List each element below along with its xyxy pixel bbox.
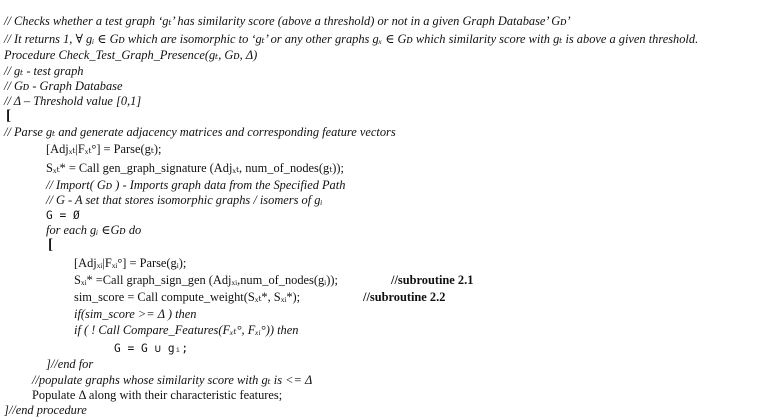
parse-test-graph-line: [Adjₓₜ|Fₓₜ°] = Parse(gₜ); xyxy=(46,142,162,156)
if-threshold-line: if(sim_score >= Δ ) then xyxy=(74,307,197,321)
set-g-comment: // G - A set that stores isomorphic graphs / isomers of gᵢ xyxy=(46,193,323,207)
param-comment-gt: // gₜ - test graph xyxy=(4,64,84,78)
header-comment-1: // Checks whether a test graph ‘gₜ’ has similarity score (above a threshold) or not in a given Graph Database’ Gᴅ’ xyxy=(4,14,571,28)
subroutine-2-1-comment: //subroutine 2.1 xyxy=(391,273,474,287)
subroutine-2-2-comment: //subroutine 2.2 xyxy=(363,290,446,304)
param-comment-gd: // Gᴅ - Graph Database xyxy=(4,79,123,93)
procedure-signature: Procedure Check_Test_Graph_Presence(gₜ, Gᴅ, Δ) xyxy=(4,48,258,62)
if-compare-features-line: if ( ! Call Compare_Features(Fₓₜ°, Fₓᵢ°)) then xyxy=(74,323,299,337)
end-for-line: ]//end for xyxy=(46,357,94,371)
populate-line: Populate Δ along with their characteristic features; xyxy=(32,388,283,402)
open-bracket-for: [ xyxy=(48,237,53,253)
parse-comment: // Parse gₜ and generate adjacency matrices and corresponding feature vectors xyxy=(4,125,396,139)
populate-comment: //populate graphs whose similarity score with gₜ is <= Δ xyxy=(32,373,313,387)
union-line: G = G ∪ gᵢ; xyxy=(114,342,189,355)
sim-score-line: sim_score = Call compute_weight(Sₓₜ*, Sₓᵢ*); xyxy=(74,290,301,304)
open-bracket-procedure: [ xyxy=(6,108,11,124)
end-procedure-line: ]//end procedure xyxy=(4,403,87,417)
import-comment: // Import( Gᴅ ) - Imports graph data from the Specified Path xyxy=(46,178,346,192)
for-each-line: for each gᵢ ∈Gᴅ do xyxy=(46,223,142,237)
header-comment-2: // It returns 1, ∀ gᵢ ∈ Gᴅ which are isomorphic to ‘gₜ’ or any other graphs gₓ ∈ Gᴅ which similarity score with gₜ is above a given threshold. xyxy=(4,32,699,46)
init-set-line: G = Ø xyxy=(46,209,80,222)
param-comment-delta: // Δ – Threshold value [0,1] xyxy=(4,94,142,108)
graph-sign-gen-line: Sₓᵢ* =Call graph_sign_gen (Adjₓᵢ,num_of_nodes(gᵢ)); xyxy=(74,273,338,287)
gen-signature-line: Sₓₜ* = Call gen_graph_signature (Adjₓₜ, num_of_nodes(gₜ)); xyxy=(46,161,344,175)
parse-gi-line: [Adjₓᵢ|Fₓᵢ°] = Parse(gᵢ); xyxy=(74,256,187,270)
